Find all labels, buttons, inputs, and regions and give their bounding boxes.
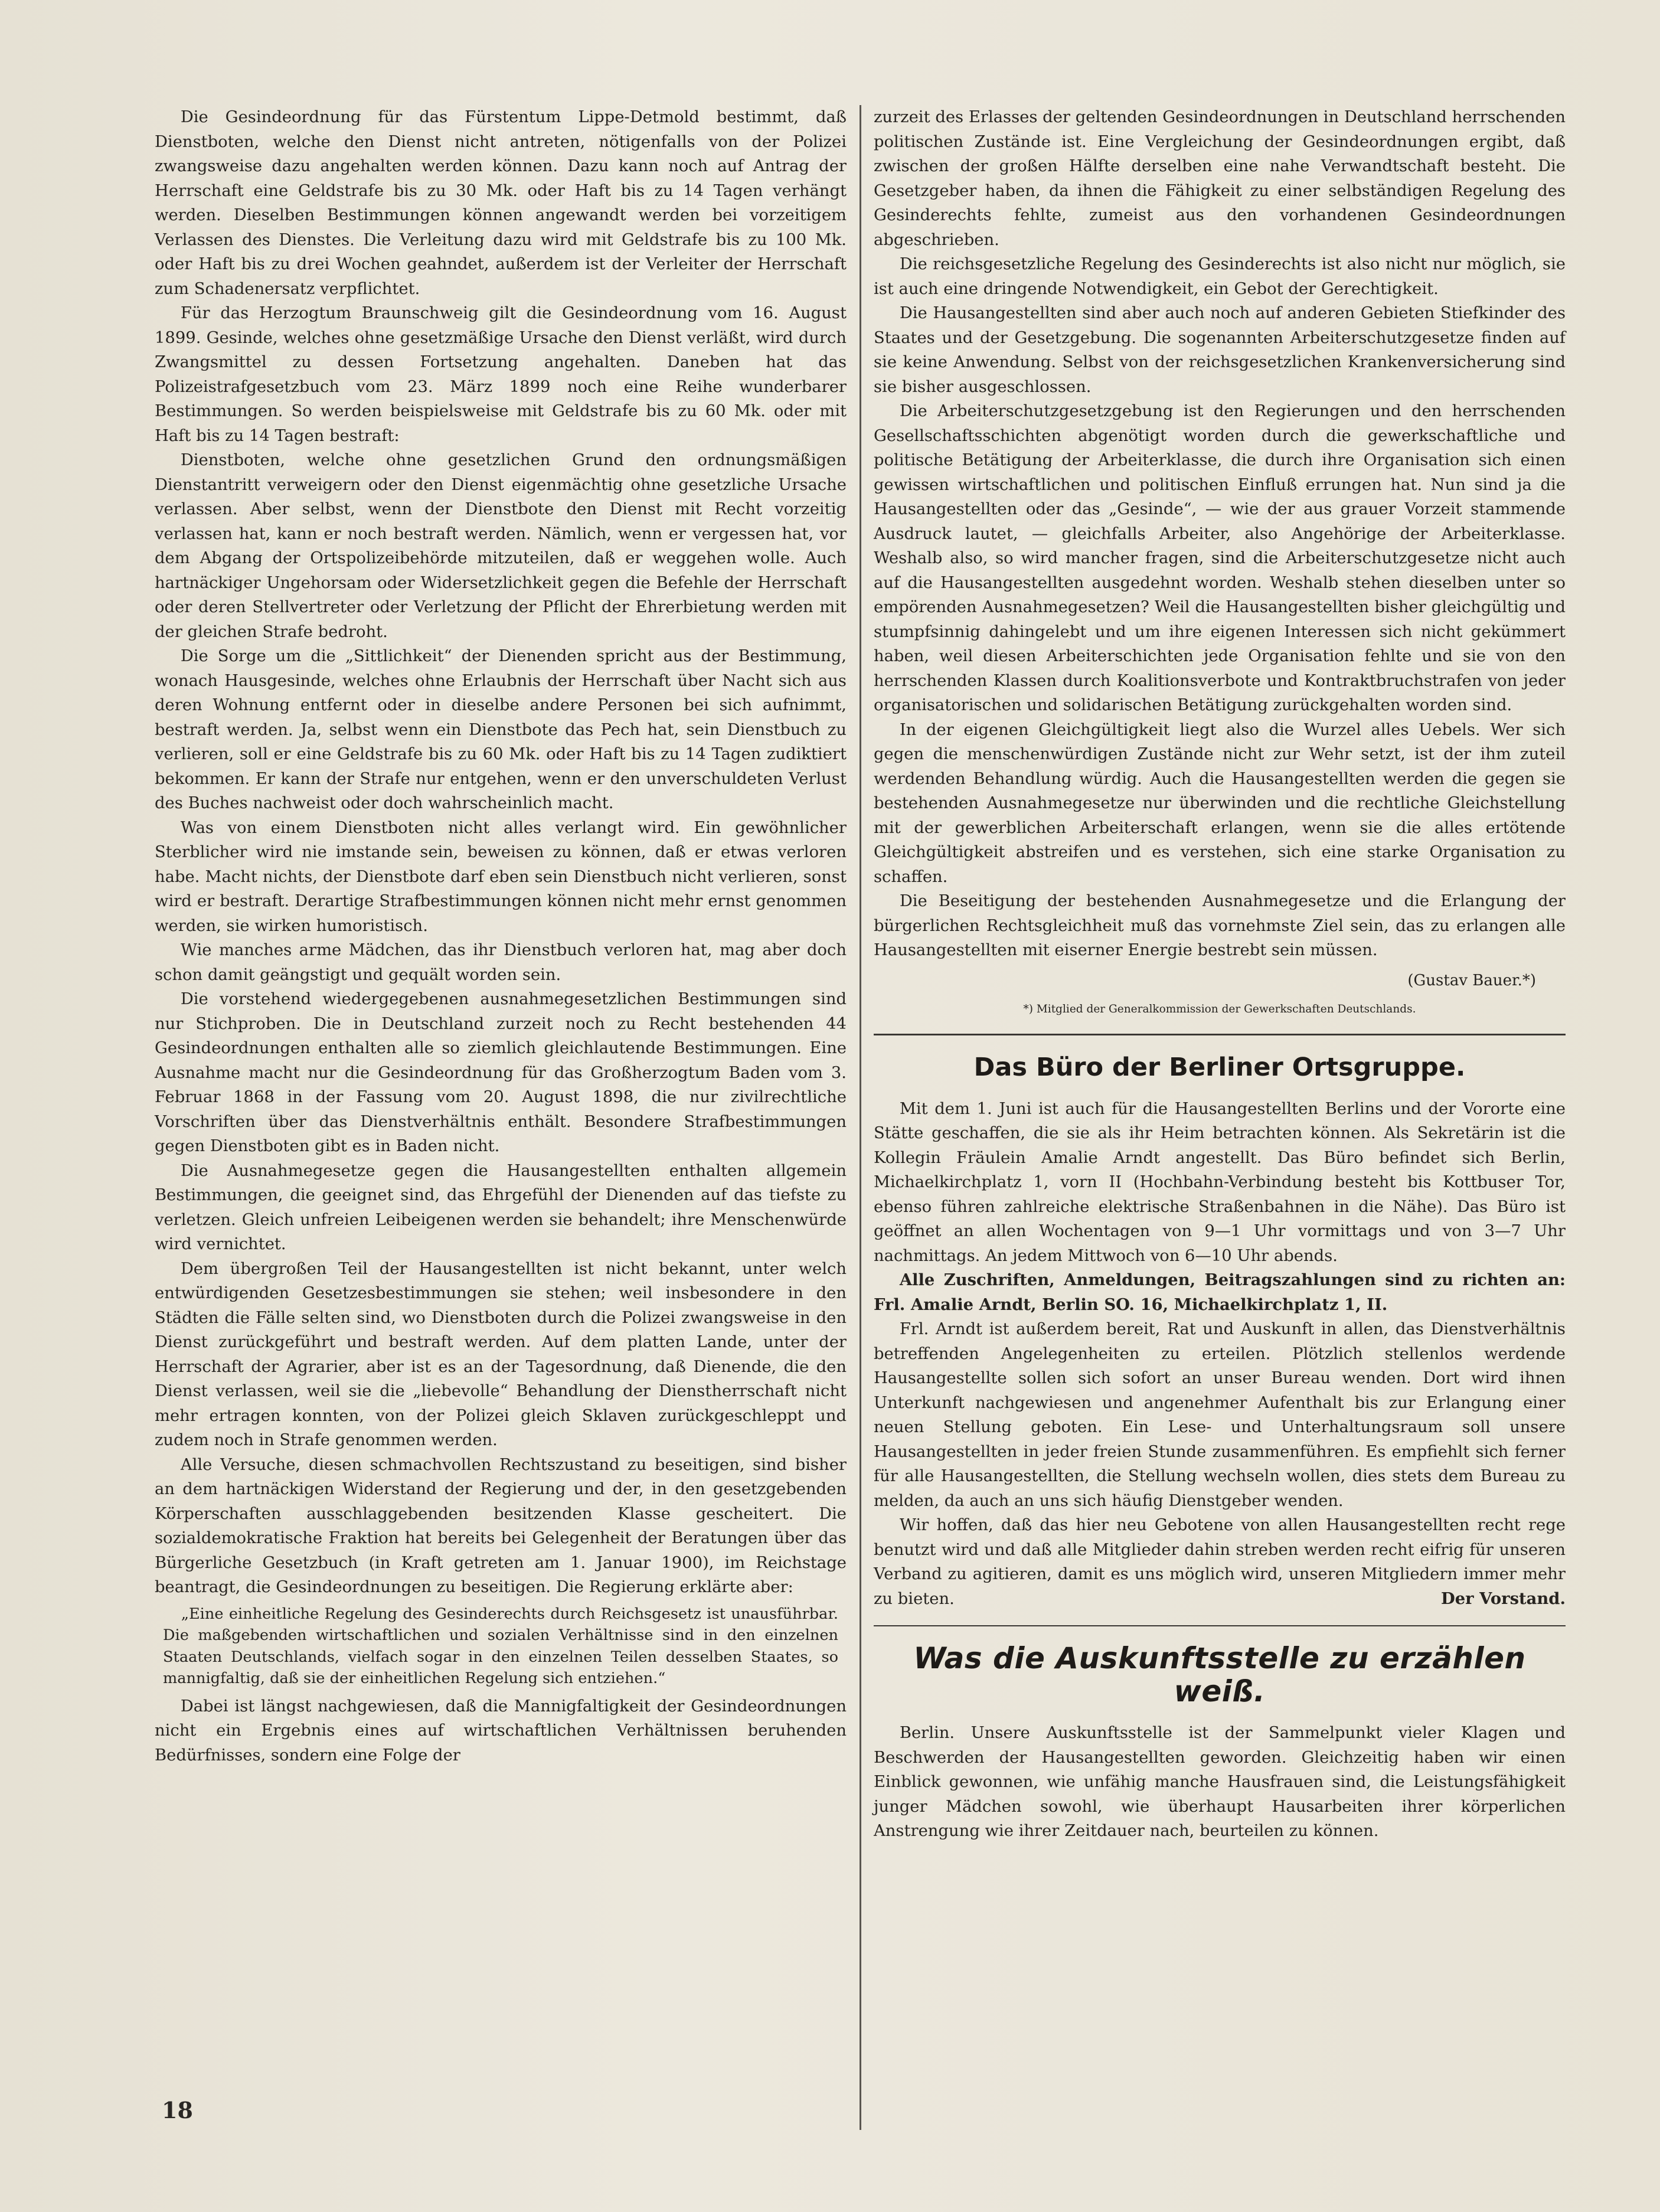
paragraph: Die Sorge um die „Sittlichkeit“ der Dienenden spricht aus der Bestimmung, wonach Hausgesinde, welches ohne Erlaubnis der Herrschaft über Nacht sich aus deren Wohnung entfernt oder in dieselbe andere Personen bei sich aufnimmt, bestraft werden. Ja, selbst wenn ein Dienstbote das Pech hat, sein Dienstbuch zu verlieren, soll er eine Geldstrafe bis zu 60 Mk. oder Haft bis zu 14 Tagen zudiktiert bekommen. Er kann der Strafe nur entgehen, wenn er den unverschuldeten Verlust des Buches nachweist oder doch wahrscheinlich macht. (155, 647, 847, 812)
section-rule (874, 1625, 1566, 1626)
page-number: 18 (162, 2097, 193, 2123)
paragraph: Dienstboten, welche ohne gesetzlichen Grund den ordnungsmäßigen Dienstantritt verweigern oder den Dienst eigenmächtig ohne gesetzliche Ursache verlassen. Aber selbst, wenn der Dienstbote den Dienst mit Recht vorzeitig verlassen hat, kann er noch bestraft werden. Nämlich, wenn er vergessen hat, vor dem Abgang der Ortspolizeibehörde mitzuteilen, daß er weggehen wolle. Auch hartnäckiger Ungehorsam oder Widersetzlichkeit gegen die Befehle der Herrschaft oder deren Stellvertreter oder Verletzung der Pflicht der Ehrerbietung werden mit der gleichen Strafe bedroht. (155, 451, 847, 641)
paragraph: Die vorstehend wiedergegebenen ausnahmegesetzlichen Bestimmungen sind nur Stichproben. Die in Deutschland zurzeit noch zu Recht bestehenden 44 Gesindeordnungen enthalten alle so ziemlich gleichlautende Bestimmungen. Eine Ausnahme macht nur die Gesindeordnung für das Großherzogtum Baden vom 3. Februar 1868 in der Fassung vom 20. August 1898, die nur zivilrechtliche Vorschriften über das Dienstverhältnis enthält. Besondere Strafbestimmungen gegen Dienstboten gibt es in Baden nicht. (155, 990, 847, 1155)
paragraph: Die Hausangestellten sind aber auch noch auf anderen Gebieten Stiefkinder des Staates und der Gesetzgebung. Die sogenannten Arbeiterschutzgesetze finden auf sie keine Anwendung. Selbst von der reichsgesetzlichen Krankenversicherung sind sie bisher ausgeschlossen. (874, 304, 1566, 396)
paragraph: Berlin. Unsere Auskunftsstelle ist der Sammelpunkt vieler Klagen und Beschwerden der Hausangestellten geworden. Gleichzeitig haben wir einen Einblick gewonnen, wie unfähig manche Hausfrauen sind, die Leistungsfähigkeit junger Mädchen sowohl, wie überhaupt Hausarbeiten ihrer körperlichen Anstrengung wie ihrer Zeitdauer nach, beurteilen zu können. (874, 1724, 1566, 1840)
paragraph: Mit dem 1. Juni ist auch für die Hausangestellten Berlins und der Vororte eine Stätte geschaffen, die sie als ihr Heim betrachten können. Als Sekretärin ist die Kollegin Fräulein Amalie Arndt angestellt. Das Büro befindet sich Berlin, Michaelkirchplatz 1, vorn II (Hochbahn-Verbindung besteht bis Kottbuser Tor, ebenso führen zahlreiche elektrische Straßenbahnen in die Nähe). Das Büro ist geöffnet an allen Wochentagen von 9—1 Uhr vormittags und von 3—7 Uhr nachmittags. An jedem Mittwoch von 6—10 Uhr abends. (874, 1099, 1566, 1265)
paragraph: Die Gesindeordnung für das Fürstentum Lippe-Detmold bestimmt, daß Dienstboten, welche den Dienst nicht antreten, nötigenfalls von der Polizei zwangsweise dazu angehalten werden können. Dazu kann noch auf Antrag der Herrschaft eine Geldstrafe bis zu 30 Mk. oder Haft bis zu 14 Tagen verhängt werden. Dieselben Bestimmungen können angewandt werden bei vorzeitigem Verlassen des Dienstes. Die Verleitung dazu wird mit Geldstrafe bis zu 100 Mk. oder Haft bis zu drei Wochen geahndet, außerdem ist der Verleiter der Herrschaft zum Schadenersatz verpflichtet. (155, 108, 847, 298)
author-signature: (Gustav Bauer.*) (1407, 971, 1536, 989)
paragraph: Die Arbeiterschutzgesetzgebung ist den Regierungen und den herrschenden Gesellschaftsschichten abgenötigt worden durch die gewerkschaftliche und politische Betätigung der Arbeiterklasse, die durch ihre Organisation sich einen gewissen wirtschaftlichen und politischen Einfluß errungen hat. Nun sind ja die Hausangestellten oder das „Gesinde“, — wie der aus grauer Vorzeit stammende Ausdruck lautet, — gleichfalls Arbeiter, also Angehörige der Arbeiterklasse. Weshalb also, so wird mancher fragen, sind die Arbeiterschutzgesetze nicht auch auf die Hausangestellten ausgedehnt worden. Weshalb stehen dieselben unter so empörenden Ausnahmegesetzen? Weil die Hausangestellten bisher gleichgültig und stumpfsinnig dahingelebt und um ihre eigenen Interessen sich nicht gekümmert haben, weil diesen Arbeiterschichten jede Organisation fehlte und sie von den herrschenden Klassen durch Koalitionsverbote und Kontraktbruchstrafen von jeder organisatorischen und solidarischen Betätigung zurückgehalten worden sind. (874, 402, 1566, 714)
column-divider (860, 105, 861, 2130)
paragraph: Wie manches arme Mädchen, das ihr Dienstbuch verloren hat, mag aber doch schon damit geängstigt und gequält worden sein. (155, 941, 847, 984)
paragraph: Frl. Arndt ist außerdem bereit, Rat und Auskunft in allen, das Dienstverhältnis betreffenden Angelegenheiten zu erteilen. Plötzlich stellenlos werdende Hausangestellte sollen sich sofort an unser Bureau wenden. Dort wird ihnen Unterkunft nachgewiesen und angenehmer Aufenthalt bis zur Erlangung einer neuen Stellung geboten. Ein Lese- und Unterhaltungsraum soll unsere Hausangestellten in jeder freien Stunde zusammenführen. Es empfiehlt sich ferner für alle Hausangestellten, die Stellung wechseln wollen, dies stets dem Bureau zu melden, da auch an uns sich häufig Dienstgeber wenden. (874, 1320, 1566, 1510)
section-rule (874, 1034, 1566, 1035)
paragraph: Für das Herzogtum Braunschweig gilt die Gesindeordnung vom 16. August 1899. Gesinde, welches ohne gesetzmäßige Ursache den Dienst verläßt, wird durch Zwangsmittel zu dessen Fortsetzung angehalten. Daneben hat das Polizeistrafgesetzbuch vom 23. März 1899 noch eine Reihe wunderbarer Bestimmungen. So werden beispielsweise mit Geldstrafe bis zu 60 Mk. oder mit Haft bis zu 14 Tagen bestraft: (155, 304, 847, 445)
paragraph: Die reichsgesetzliche Regelung des Gesinderechts ist also nicht nur möglich, sie ist auch eine dringende Notwendigkeit, ein Gebot der Gerechtigkeit. (874, 255, 1566, 298)
paragraph: Was von einem Dienstboten nicht alles verlangt wird. Ein gewöhnlicher Sterblicher wird nie imstande sein, beweisen zu können, daß er etwas verloren habe. Macht nichts, der Dienstbote darf eben sein Dienstbuch nicht verlieren, sonst wird er bestraft. Derartige Strafbestimmungen können nicht mehr ernst genommen werden, sie wirken humoristisch. (155, 818, 847, 935)
section-heading-auskunftsstelle: Was die Auskunftsstelle zu erzählen weiß. (913, 1641, 1526, 1708)
paragraph: Die Ausnahmegesetze gegen die Hausangestellten enthalten allgemein Bestimmungen, die geeignet sind, das Ehrgefühl der Dienenden auf das tiefste zu verletzen. Gleich unfreien Leibeigenen werden sie behandelt; ihre Menschenwürde wird vernichtet. (155, 1161, 847, 1253)
paragraph: zurzeit des Erlasses der geltenden Gesindeordnungen in Deutschland herrschenden politischen Zustände ist. Eine Vergleichung der Gesindeordnungen ergibt, daß zwischen der großen Hälfte derselben eine nahe Verwandtschaft besteht. Die Gesetzgeber haben, da ihnen die Fähigkeit zu einer selbständigen Regelung des Gesinderechts fehlte, zumeist aus den vorhandenen Gesindeordnungen abgeschrieben. (874, 108, 1566, 249)
right-column (874, 105, 1566, 1844)
paragraph: Dem übergroßen Teil der Hausangestellten ist nicht bekannt, unter welch entwürdigenden Gesetzesbestimmungen sie stehen; weil insbesondere in den Städten die Fälle selten sind, wo Dienstboten durch die Polizei zwangsweise in den Dienst zurückgeführt und bestraft werden. Auf dem platten Lande, unter der Herrschaft der Agrarier, aber ist es an der Tagesordnung, daß Dienende, die den Dienst verlassen, weil sie die „liebevolle“ Behandlung der Dienstherrschaft nicht mehr ertragen konnten, von der Polizei gleich Sklaven zurückgeschleppt und zudem noch in Strafe genommen werden. (155, 1259, 847, 1449)
paragraph: In der eigenen Gleichgültigkeit liegt also die Wurzel alles Uebels. Wer sich gegen die menschenwürdigen Zustände nicht zur Wehr setzt, ist der ihm zuteil werdenden Behandlung würdig. Auch die Hausangestellten werden die gegen sie bestehenden Ausnahmegesetze nur überwinden und die rechtliche Gleichstellung mit der gewerblichen Arbeiterschaft erlangen, wenn sie die alles ertötende Gleichgültigkeit abstreifen und es verstehen, sich eine starke Organisation zu schaffen. (874, 720, 1566, 886)
paragraph: Alle Zuschriften, Anmeldungen, Beitragszahlungen sind zu richten an: Frl. Amalie Arndt, Berlin SO. 16, Michaelkirchplatz 1, II. (874, 1270, 1566, 1314)
board-signature: Der Vorstand. (1440, 1589, 1566, 1608)
paragraph: Wir hoffen, daß das hier neu Gebotene von allen Hausangestellten recht rege benutzt wird und daß alle Mitglieder dahin streben werden recht eifrig für unseren Verband zu agitieren, damit es uns möglich wird, unseren Mitgliedern immer mehr zu bieten. (874, 1516, 1566, 1608)
paragraph: Die Beseitigung der bestehenden Ausnahmegesetze und die Erlangung der bürgerlichen Rechtsgleichheit muß das vornehmste Ziel sein, das zu erlangen alle Hausangestellten mit eiserner Energie bestrebt sein müssen. (874, 892, 1566, 959)
paragraph: Alle Versuche, diesen schmachvollen Rechtszustand zu beseitigen, sind bisher an dem hartnäckigen Widerstand der Regierung und der, in den gesetzgebenden Körperschaften ausschlaggebenden besitzenden Klasse gescheitert. Die sozialdemokratische Fraktion hat bereits bei Gelegenheit der Beratungen über das Bürgerliche Gesetzbuch (in Kraft getreten am 1. Januar 1900), im Reichstage beantragt, die Gesindeordnungen zu beseitigen. Die Regierung erklärte aber: (155, 1455, 847, 1596)
left-column (155, 105, 847, 1767)
section-heading-buero: Das Büro der Berliner Ortsgruppe. (973, 1052, 1466, 1082)
footnote: *) Mitglied der Generalkommission der Gewerkschaften Deutschlands. (1023, 1002, 1416, 1015)
paragraph: Dabei ist längst nachgewiesen, daß die Mannigfaltigkeit der Gesindeordnungen nicht ein Ergebnis eines auf wirtschaftlichen Verhältnissen beruhenden Bedürfnisses, sondern eine Folge der (155, 1697, 847, 1765)
government-quote: „Eine einheitliche Regelung des Gesinderechts durch Reichsgesetz ist unausführbar. Die maßgebenden wirtschaftlichen und sozialen Verhältnisse sind in den einzelnen Staaten Deutschlands, vielfach sogar in den einzelnen Teilen desselben Staates, so mannigfaltig, daß sie der einheitlichen Regelung sich entziehen.“ (163, 1605, 838, 1687)
